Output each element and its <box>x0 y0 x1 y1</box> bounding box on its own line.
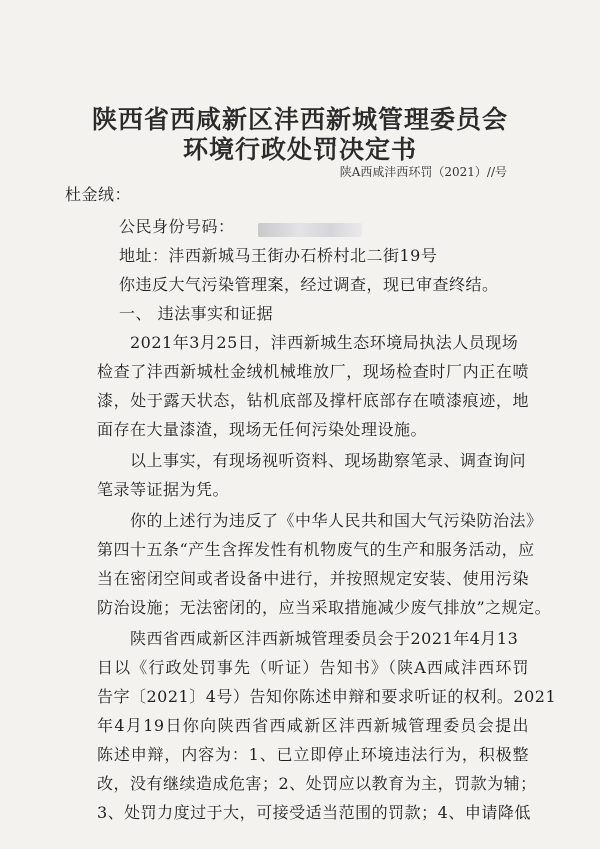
body-line: 你的上述行为违反了《中华人民共和国大气污染防治法》 <box>130 511 543 530</box>
body-line: 年4月19日你向陕西省西咸新区沣西新城管理委员会提出 <box>97 716 529 735</box>
id-number-label: 公民身份号码： <box>119 217 235 236</box>
body-line: 改，没有继续造成危害；2、处罚应以教育为主，罚款为辅； <box>97 774 537 793</box>
redacted-id-number <box>258 223 362 237</box>
address: 地址：沣西新城马王街办石桥村北二街19号 <box>119 246 438 265</box>
body-line: 当在密闭空间或者设备中进行，并按照规定安装、使用污染 <box>97 569 529 588</box>
case-intro: 你违反大气污染管理案，经过调查，现已审查终结。 <box>119 275 499 294</box>
body-line: 第四十五条“产生含挥发性有机物废气的生产和服务活动，应 <box>97 540 535 559</box>
section-heading: 一、 违法事实和证据 <box>119 304 274 323</box>
body-line: 告字〔2021〕4号）告知你陈述申辩和要求听证的权利。2021 <box>97 687 557 706</box>
body-line: 防治设施；无法密闭的，应当采取措施减少废气排放”之规定。 <box>97 598 552 617</box>
title-line-2: 环境行政处罚决定书 <box>182 135 417 164</box>
recipient-name: 杜金绒： <box>65 185 132 204</box>
body-line: 3、处罚力度过于大，可接受适当范围的罚款；4、申请降低 <box>97 803 531 822</box>
body-line: 2021年3月25日，沣西新城生态环境局执法人员现场 <box>130 333 519 352</box>
body-line: 漆，处于露天状态，钻机底部及撑杆底部存在喷漆痕迹，地 <box>97 391 529 410</box>
body-line: 陈述申辩，内容为：1、已立即停止环境违法行为，积极整 <box>97 745 529 764</box>
body-line: 面存在大量漆渣，现场无任何污染处理设施。 <box>97 420 428 439</box>
body-line: 陕西省西咸新区沣西新城管理委员会于2021年4月13 <box>130 629 519 648</box>
title-line-1: 陕西省西咸新区沣西新城管理委员会 <box>91 105 508 134</box>
body-line: 日以《行政处罚事先（听证）告知书》（陕A西咸沣西环罚 <box>97 658 529 677</box>
document-number: 陕A西咸沣西环罚（2021）//号 <box>339 165 507 179</box>
body-line: 以上事实，有现场视听资料、现场勘察笔录、调查询问 <box>130 451 527 470</box>
body-line: 笔录等证据为凭。 <box>97 480 230 499</box>
body-line: 检查了沣西新城杜金绒机械堆放厂，现场检查时厂内正在喷 <box>97 362 529 381</box>
